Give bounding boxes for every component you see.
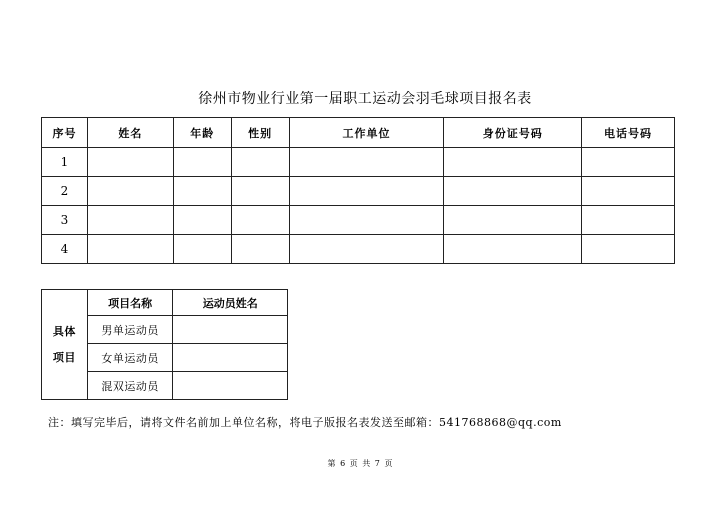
table-header-row: [42, 118, 675, 148]
id-number-cell[interactable]: [444, 206, 582, 235]
header-cell-id-number: 身份证号码: [444, 118, 582, 148]
event-group-label-line1: 具体: [52, 324, 76, 338]
phone-cell[interactable]: [582, 148, 675, 177]
gender-cell[interactable]: [231, 148, 289, 177]
header-cell-age: 年龄: [173, 118, 231, 148]
event-name-cell: 女单运动员: [87, 344, 173, 372]
age-cell[interactable]: [173, 148, 231, 177]
header-cell-index: 序号: [42, 118, 88, 148]
registration-table: [41, 117, 675, 264]
age-cell[interactable]: [173, 206, 231, 235]
age-cell[interactable]: [173, 235, 231, 264]
header-cell-athlete-name: 运动员姓名: [173, 290, 288, 316]
form-title: 徐州市物业行业第一届职工运动会羽毛球项目报名表: [198, 91, 532, 107]
header-cell-employer: 工作单位: [289, 118, 444, 148]
phone-cell[interactable]: [582, 206, 675, 235]
id-number-cell[interactable]: [444, 235, 582, 264]
gender-cell[interactable]: [231, 235, 289, 264]
table-row: [42, 235, 675, 264]
employer-cell[interactable]: [289, 148, 444, 177]
row-index-cell: 4: [42, 235, 88, 264]
athlete-name-cell[interactable]: [173, 372, 288, 400]
header-cell-name: 姓名: [87, 118, 173, 148]
event-name-cell: 混双运动员: [87, 372, 173, 400]
gender-cell[interactable]: [231, 177, 289, 206]
id-number-cell[interactable]: [444, 177, 582, 206]
event-header-row: [42, 290, 288, 316]
table-row: [42, 177, 675, 206]
athlete-name-cell[interactable]: [173, 344, 288, 372]
phone-cell[interactable]: [582, 177, 675, 206]
event-group-label: [42, 290, 88, 400]
event-name-cell: 男单运动员: [87, 316, 173, 344]
employer-cell[interactable]: [289, 177, 444, 206]
table-row: [42, 206, 675, 235]
name-cell[interactable]: [87, 206, 173, 235]
name-cell[interactable]: [87, 177, 173, 206]
age-cell[interactable]: [173, 177, 231, 206]
event-table: [41, 289, 288, 400]
name-cell[interactable]: [87, 235, 173, 264]
header-cell-gender: 性别: [231, 118, 289, 148]
header-cell-phone: 电话号码: [582, 118, 675, 148]
name-cell[interactable]: [87, 148, 173, 177]
row-index-cell: 3: [42, 206, 88, 235]
page-number: 第 6 页 共 7 页: [327, 459, 393, 468]
row-index-cell: 2: [42, 177, 88, 206]
employer-cell[interactable]: [289, 206, 444, 235]
id-number-cell[interactable]: [444, 148, 582, 177]
athlete-name-cell[interactable]: [173, 316, 288, 344]
event-group-label-line2: 项目: [52, 350, 76, 364]
row-index-cell: 1: [42, 148, 88, 177]
header-cell-event-name: 项目名称: [87, 290, 173, 316]
submission-note: 注：填写完毕后，请将文件名前加上单位名称，将电子版报名表发送至邮箱：541768868@qq.com: [48, 416, 562, 429]
gender-cell[interactable]: [231, 206, 289, 235]
table-row: [42, 148, 675, 177]
phone-cell[interactable]: [582, 235, 675, 264]
employer-cell[interactable]: [289, 235, 444, 264]
